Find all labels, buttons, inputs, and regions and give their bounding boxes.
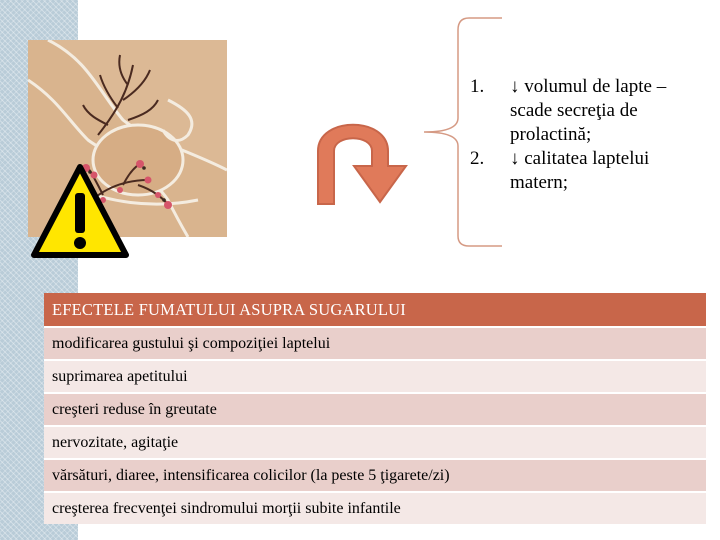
table-row — [44, 459, 706, 492]
list-item-number: 2. — [470, 148, 485, 169]
table-cell: nervozitate, agitaţie — [44, 426, 706, 459]
list-item-number: 1. — [470, 76, 485, 97]
list-item — [470, 147, 710, 195]
effects-table — [44, 293, 706, 524]
table-cell: vărsături, diaree, intensificarea colicilor (la peste 5 ţigarete/zi) — [44, 459, 706, 492]
list-item-text: ↓ volumul de lapte – scade secreţia de prolactină; — [510, 76, 667, 145]
table-row — [44, 426, 706, 459]
list-item-text: ↓ calitatea laptelui matern; — [510, 148, 650, 193]
table-header: EFECTELE FUMATULUI ASUPRA SUGARULUI — [44, 293, 706, 327]
table-row — [44, 327, 706, 360]
table-cell: suprimarea apetitului — [44, 360, 706, 393]
table-row — [44, 492, 706, 524]
table-row — [44, 393, 706, 426]
table-header-row — [44, 293, 706, 327]
table-cell: creşteri reduse în greutate — [44, 393, 706, 426]
warning-triangle-icon — [30, 163, 130, 261]
list-item — [470, 75, 710, 147]
table-row — [44, 360, 706, 393]
table-cell: modificarea gustului şi compoziţiei laptelui — [44, 327, 706, 360]
table-cell: creşterea frecvenţei sindromului morţii subite infantile — [44, 492, 706, 524]
effects-list — [470, 75, 710, 195]
curved-arrow-icon — [298, 96, 413, 206]
